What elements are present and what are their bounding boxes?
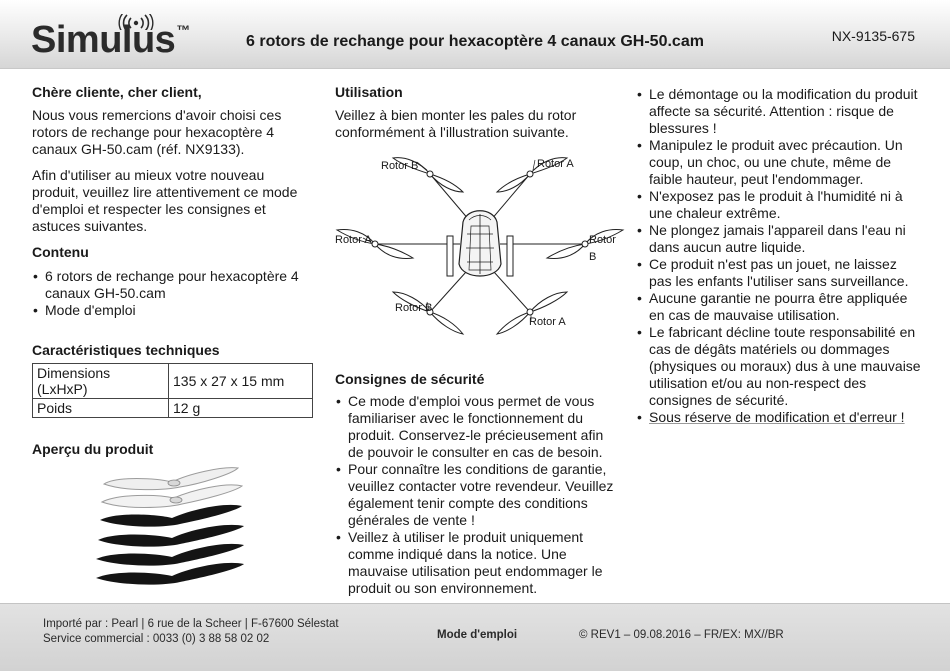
rotor-blades-photo: [96, 462, 256, 594]
list-item: • Ne plongez jamais l'appareil dans l'eau ni dans aucun autre liquide.: [636, 222, 921, 256]
list-item: • Ce produit n'est pas un jouet, ne laissez pas les enfants l'utiliser sans surveillance.: [636, 256, 921, 290]
service-phone: Service commercial : 0033 (0) 3 88 58 02 02: [43, 633, 270, 645]
hexacopter-diagram: [335, 152, 625, 342]
list-item: • Sous réserve de modification et d'erreur !: [636, 409, 921, 426]
diagram-label-rotor-b-mid: Rotor B: [589, 234, 616, 263]
table-cell: 135 x 27 x 15 mm: [169, 364, 313, 399]
list-item: • Ce mode d'emploi vous permet de vous familiariser avec le fonctionnement du produit. Conservez-le précieusement afin de pouvoir le consulter en cas de besoin.: [335, 393, 617, 461]
diagram-label-rotor-a-top: Rotor A: [537, 158, 574, 170]
list-item: • Mode d'emploi: [32, 302, 314, 319]
safety-heading: Consignes de sécurité: [335, 371, 485, 387]
column-left: [32, 84, 314, 458]
list-item: • Aucune garantie ne pourra être appliquée en cas de mauvaise utilisation.: [636, 290, 921, 324]
column-middle: [335, 84, 617, 596]
specs-heading: Caractéristiques techniques: [32, 342, 220, 358]
column-right: [636, 86, 921, 426]
contents-list: [32, 268, 314, 319]
table-row: [33, 364, 313, 399]
page-header: [0, 0, 950, 69]
diagram-label-rotor-b-top: Rotor B: [381, 160, 419, 172]
intro-paragraph: Nous vous remercions d'avoir choisi ces rotors de rechange pour hexacoptère 4 canaux GH-50.cam (réf. NX9133).: [32, 107, 282, 157]
list-item: • 6 rotors de rechange pour hexacoptère 4 canaux GH-50.cam: [32, 268, 314, 302]
diagram-label-rotor-b-bottom: Rotor B: [395, 302, 433, 314]
footer-doc-type: Mode d'emploi: [437, 629, 518, 641]
brand-logo: [31, 21, 190, 59]
list-item: • N'exposez pas le produit à l'humidité ni à une chaleur extrême.: [636, 188, 921, 222]
table-row: [33, 399, 313, 418]
trademark-symbol: ™: [176, 22, 190, 38]
specs-table: [32, 363, 313, 418]
safety-list: [335, 393, 617, 597]
rotor-diagram: [335, 152, 625, 342]
overview-heading: Aperçu du produit: [32, 441, 154, 457]
table-cell: Dimensions (LxHxP): [33, 364, 169, 399]
document-title: 6 rotors de rechange pour hexacoptère 4 canaux GH-50.cam: [246, 33, 704, 50]
list-item: • Le fabricant décline toute responsabilité en cas de dégâts matériels ou dommages (physiques ou moraux) dus à une mauvaise utilisation et/ou au non-respect des consignes de sécurité.: [636, 324, 921, 409]
list-item: • Manipulez le produit avec précaution. Un coup, un choc, ou une chute, même de faible hauteur, peut l'endommager.: [636, 137, 921, 188]
list-item: • Le démontage ou la modification du produit affecte sa sécurité. Attention : risque de blessures !: [636, 86, 921, 137]
footer-revision: © REV1 – 09.08.2016 – FR/EX: MX//BR: [579, 629, 784, 641]
table-cell: 12 g: [169, 399, 313, 418]
list-item: • Pour connaître les conditions de garantie, veuillez contacter votre revendeur. Veuillez également tenir compte des conditions générales de vente !: [335, 461, 617, 529]
instructions-paragraph: Afin d'utiliser au mieux votre nouveau produit, veuillez lire attentivement ce mode d'emploi et respecter les consignes et astuces suivantes.: [32, 167, 298, 234]
diagram-label-rotor-a-mid: Rotor A: [335, 234, 372, 246]
brand-logo-text: Simulus: [31, 19, 176, 61]
footer-contact: [43, 617, 339, 647]
usage-heading: Utilisation: [335, 84, 403, 100]
table-cell: Poids: [33, 399, 169, 418]
list-item: • Veillez à utiliser le produit uniquement comme indiqué dans la notice. Une mauvaise utilisation peut endommager le produit ou son environnement.: [335, 529, 617, 597]
diagram-label-rotor-a-bottom: Rotor A: [529, 316, 566, 328]
usage-paragraph: Veillez à bien monter les pales du rotor conformément à l'illustration suivante.: [335, 107, 577, 140]
contents-heading: Contenu: [32, 244, 89, 260]
importer-address: Importé par : Pearl | 6 rue de la Scheer | F-67600 Sélestat: [43, 618, 339, 630]
article-number: NX-9135-675: [831, 28, 915, 44]
greeting-heading: Chère cliente, cher client,: [32, 84, 202, 100]
safety-list-continued: [636, 86, 921, 426]
page-footer: [0, 603, 950, 671]
